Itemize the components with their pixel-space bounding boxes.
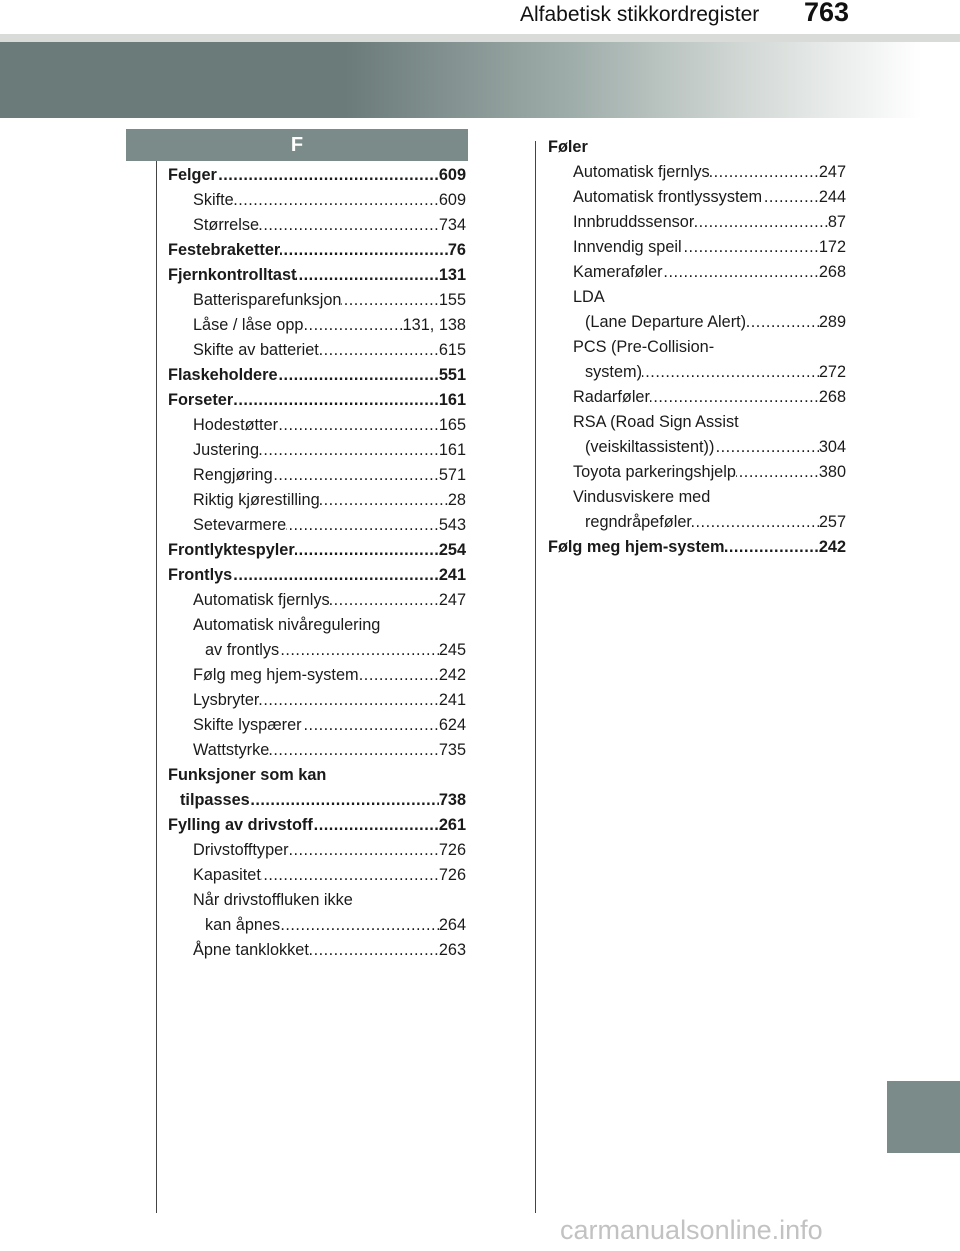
header-band-thin (0, 34, 960, 42)
index-entry-text: Batterisparefunksjon (193, 291, 342, 309)
index-entry-page: 735 (439, 738, 466, 763)
index-entry (548, 435, 846, 460)
index-entry-text: Vindusviskere med (573, 488, 711, 506)
index-entry (548, 135, 846, 160)
index-column-left (168, 163, 466, 963)
index-entry (168, 913, 466, 938)
index-entry-page: 268 (819, 385, 846, 410)
index-entry-text: Kameraføler (573, 263, 663, 281)
index-entry-text: Frontlyktespyler (168, 541, 295, 559)
index-entry-page: 242 (439, 663, 466, 688)
index-entry-page: 28 (448, 488, 466, 513)
index-entry (548, 485, 846, 510)
index-entry (168, 863, 466, 888)
index-entry-text: Innvendig speil (573, 238, 682, 256)
index-entry-page: 257 (819, 510, 846, 535)
index-entry (548, 535, 846, 560)
index-entry-page: 624 (439, 713, 466, 738)
section-letter-header: F (126, 129, 468, 161)
index-entry-text: Frontlys (168, 566, 233, 584)
index-entry (168, 763, 466, 788)
index-entry-page: 245 (439, 638, 466, 663)
index-entry-text: Toyota parkeringshjelp (573, 463, 736, 481)
index-entry (168, 413, 466, 438)
index-entry (168, 363, 466, 388)
index-entry (168, 813, 466, 838)
index-entry-text: Låse / låse opp (193, 316, 304, 334)
index-entry-text: Kapasitet (193, 866, 261, 884)
index-entry-page: 241 (439, 688, 466, 713)
index-entry-text: Hodestøtter (193, 416, 279, 434)
index-entry-text: tilpasses (180, 791, 250, 809)
index-entry-page: 261 (439, 813, 466, 838)
index-entry-text: Automatisk fjernlys (193, 591, 330, 609)
index-entry (168, 313, 466, 338)
index-entry-page: 726 (439, 838, 466, 863)
index-entry-text: Festebraketter (168, 241, 281, 259)
index-entry-page: 263 (439, 938, 466, 963)
index-entry (168, 888, 466, 913)
index-entry (168, 688, 466, 713)
index-entry-page: 304 (819, 435, 846, 460)
index-entry-page: 264 (439, 913, 466, 938)
index-entry-text: Setevarmere (193, 516, 287, 534)
index-entry (168, 288, 466, 313)
index-entry (168, 488, 466, 513)
index-entry (548, 210, 846, 235)
index-entry-text: kan åpnes (205, 916, 281, 934)
index-entry-page: 726 (439, 863, 466, 888)
index-entry-page: 254 (439, 538, 466, 563)
index-entry (548, 260, 846, 285)
index-entry (168, 463, 466, 488)
index-entry (548, 235, 846, 260)
index-entry-text: regndråpeføler (585, 513, 692, 531)
index-entry-text: Skifte lyspærer (193, 716, 302, 734)
index-entry (168, 513, 466, 538)
index-entry-page: 543 (439, 513, 466, 538)
index-column-right (548, 135, 846, 560)
index-entry-text: PCS (Pre-Collision- (573, 338, 715, 356)
index-entry (548, 160, 846, 185)
index-entry-text: Føler (548, 138, 588, 156)
index-entry-page: 161 (439, 388, 466, 413)
left-column-rule (156, 161, 157, 1213)
chapter-side-tab (887, 1081, 960, 1153)
index-entry-page: 241 (439, 563, 466, 588)
index-entry (548, 310, 846, 335)
index-entry-text: Radarføler (573, 388, 650, 406)
index-entry-text: Drivstofftyper (193, 841, 289, 859)
index-entry-page: 734 (439, 213, 466, 238)
index-entry (168, 263, 466, 288)
index-entry (168, 638, 466, 663)
index-entry-text: Felger (168, 166, 217, 184)
index-entry (168, 713, 466, 738)
index-entry-page: 609 (439, 163, 466, 188)
index-entry-text: Følg meg hjem-system (193, 666, 359, 684)
index-entry-page: 551 (439, 363, 466, 388)
index-entry-text: Fjernkontrolltast (168, 266, 297, 284)
index-entry-page: 247 (439, 588, 466, 613)
index-entry (168, 563, 466, 588)
index-entry (168, 213, 466, 238)
index-entry (548, 410, 846, 435)
index-entry-text: Justering (193, 441, 260, 459)
index-entry-page: 380 (819, 460, 846, 485)
index-entry (168, 188, 466, 213)
index-entry (548, 285, 846, 310)
index-entry-text: Åpne tanklokket (193, 941, 309, 959)
index-entry (168, 338, 466, 363)
index-entry-page: 87 (828, 210, 846, 235)
index-entry-page: 244 (819, 185, 846, 210)
index-entry-text: Størrelse (193, 216, 260, 234)
index-entry-page: 247 (819, 160, 846, 185)
index-entry-page: 131 (439, 263, 466, 288)
index-entry-page: 76 (448, 238, 466, 263)
index-entry-page: 571 (439, 463, 466, 488)
index-entry (168, 663, 466, 688)
index-entry-page: 161 (439, 438, 466, 463)
index-entry-text: Automatisk frontlyssystem (573, 188, 763, 206)
index-entry-page: 738 (439, 788, 466, 813)
index-entry-text: Forseter (168, 391, 234, 409)
index-entry (168, 238, 466, 263)
header-band (0, 42, 960, 118)
index-entry-text: Skifte av batteriet (193, 341, 319, 359)
index-entry-text: (Lane Departure Alert) (585, 313, 747, 331)
index-entry (168, 388, 466, 413)
index-entry (168, 788, 466, 813)
index-entry (548, 335, 846, 360)
page-header-title: Alfabetisk stikkordregister (520, 3, 760, 26)
index-entry-text: av frontlys (205, 641, 280, 659)
index-entry (548, 385, 846, 410)
index-entry-text: Rengjøring (193, 466, 273, 484)
index-entry-text: Innbruddssensor (573, 213, 695, 231)
index-entry-page: 155 (439, 288, 466, 313)
index-entry-text: Når drivstoffluken ikke (193, 891, 353, 909)
index-entry-text: Automatisk nivåregulering (193, 616, 381, 634)
index-entry (168, 538, 466, 563)
middle-column-rule (535, 141, 536, 1213)
index-entry (548, 510, 846, 535)
index-entry-page: 609 (439, 188, 466, 213)
page-number: 763 (804, 0, 850, 27)
index-entry-page: 615 (439, 338, 466, 363)
index-entry-text: Skifte (193, 191, 234, 209)
index-entry-text: Automatisk fjernlys (573, 163, 710, 181)
index-entry-text: RSA (Road Sign Assist (573, 413, 739, 431)
index-entry-page: 272 (819, 360, 846, 385)
index-entry-page: 172 (819, 235, 846, 260)
index-entry-page: 242 (819, 535, 846, 560)
index-entry-text: Lysbryter (193, 691, 260, 709)
index-entry (548, 360, 846, 385)
index-entry (168, 738, 466, 763)
index-entry-text: Flaskeholdere (168, 366, 278, 384)
index-entry (168, 163, 466, 188)
watermark-text: carmanualsonline.info (560, 1215, 823, 1245)
index-entry (168, 613, 466, 638)
index-entry (168, 938, 466, 963)
index-entry (548, 185, 846, 210)
index-entry-text: Fylling av drivstoff (168, 816, 313, 834)
index-entry-text: system) (585, 363, 642, 381)
index-entry (168, 438, 466, 463)
index-entry-page: 165 (439, 413, 466, 438)
index-entry-page: 268 (819, 260, 846, 285)
index-entry-text: Wattstyrke (193, 741, 270, 759)
index-entry-text: (veiskiltassistent)) (585, 438, 715, 456)
index-entry (168, 838, 466, 863)
index-entry-page: 131, 138 (403, 313, 466, 338)
index-entry-text: LDA (573, 288, 605, 306)
index-entry-page: 289 (819, 310, 846, 335)
index-entry (168, 588, 466, 613)
index-entry-text: Funksjoner som kan (168, 766, 327, 784)
index-entry (548, 460, 846, 485)
index-entry-text: Følg meg hjem-system (548, 538, 725, 556)
index-entry-text: Riktig kjørestilling (193, 491, 320, 509)
